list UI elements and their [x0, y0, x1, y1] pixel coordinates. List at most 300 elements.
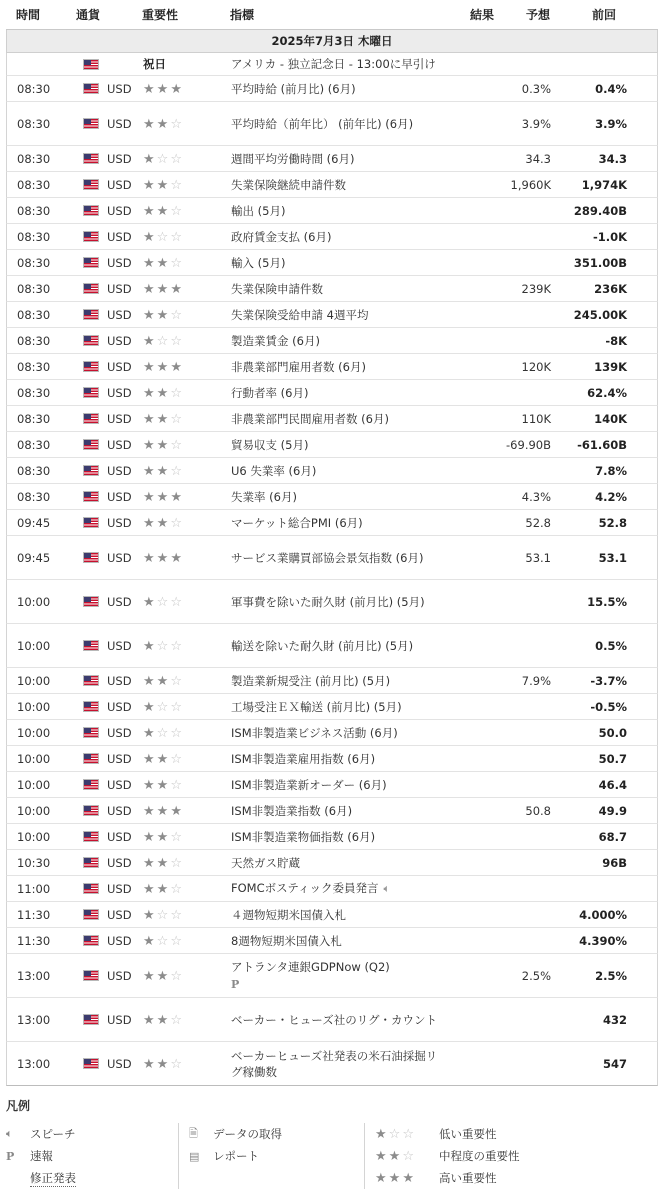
currency-code: USD: [107, 725, 132, 740]
event-currency: [77, 464, 143, 478]
indicator-cell[interactable]: [231, 699, 443, 715]
importance-stars: [143, 490, 231, 504]
holiday-text: アメリカ - 独立記念日 - 13:00に早引け: [231, 57, 436, 71]
star-icon: ★: [156, 777, 169, 793]
currency-code: USD: [107, 777, 132, 792]
table-row[interactable]: [6, 876, 658, 902]
table-row[interactable]: [6, 824, 658, 850]
star-icon: ★: [143, 803, 155, 819]
table-row[interactable]: [6, 328, 658, 354]
legend: [6, 1097, 658, 1189]
previous-value: 3.9%: [595, 116, 627, 131]
indicator-name[interactable]: ISM非製造業物価指数 (6月): [231, 829, 376, 844]
importance-stars: [143, 674, 231, 688]
indicator-cell[interactable]: [231, 116, 443, 132]
importance-stars: [143, 360, 231, 374]
legend-column-3: [364, 1123, 644, 1189]
currency-code: USD: [107, 881, 132, 896]
us-flag-icon: [83, 1014, 99, 1025]
event-time: 08:30: [17, 177, 51, 192]
event-currency: [77, 639, 143, 653]
previous-value: -61.60B: [577, 437, 627, 452]
star-icon: ★: [143, 116, 155, 132]
table-row[interactable]: [6, 668, 658, 694]
event-currency: [77, 412, 143, 426]
importance-stars: [143, 178, 231, 192]
indicator-name[interactable]: 輸出 (5月): [231, 203, 286, 218]
indicator-cell[interactable]: [231, 385, 443, 401]
indicator-name[interactable]: ベーカーヒューズ社発表の米石油採掘リグ稼働数: [231, 1048, 438, 1079]
table-row[interactable]: [6, 624, 658, 668]
star-icon: ☆: [170, 203, 182, 219]
event-currency: [77, 674, 143, 688]
forecast-value: 4.3%: [521, 489, 551, 504]
event-time: 08:30: [17, 411, 51, 426]
us-flag-icon: [83, 205, 99, 216]
importance-stars: [143, 551, 231, 565]
indicator-cell[interactable]: [231, 515, 443, 531]
indicator-name[interactable]: ISM非製造業雇用指数 (6月): [231, 751, 376, 766]
event-time: 09:45: [17, 515, 51, 530]
header-actual: 結果: [469, 8, 494, 22]
report-icon: ▤: [189, 1149, 200, 1163]
event-time: 13:00: [17, 1056, 51, 1071]
star-icon: ☆: [170, 855, 182, 871]
currency-code: USD: [107, 489, 132, 504]
importance-stars: [143, 804, 231, 818]
table-row[interactable]: [6, 224, 658, 250]
indicator-name[interactable]: ４週物短期米国債入札: [231, 907, 346, 922]
indicator-name[interactable]: FOMCボスティック委員発言: [231, 881, 379, 895]
importance-stars: [143, 117, 231, 131]
importance-stars: [143, 934, 231, 948]
table-row[interactable]: [6, 694, 658, 720]
event-time: 10:00: [17, 725, 51, 740]
us-flag-icon: [83, 491, 99, 502]
forecast-value: -69.90B: [506, 437, 551, 452]
event-time: 08:30: [17, 489, 51, 504]
importance-stars: [143, 908, 231, 922]
indicator-cell[interactable]: [231, 829, 443, 845]
date-bar: 2025年7月3日 木曜日: [6, 30, 658, 53]
event-time: 10:00: [17, 699, 51, 714]
indicator-cell[interactable]: [231, 880, 443, 897]
table-row[interactable]: [6, 772, 658, 798]
us-flag-icon: [83, 179, 99, 190]
legend-report: [189, 1145, 364, 1167]
indicator-name[interactable]: ベーカー・ヒューズ社のリグ・カウント: [231, 1012, 437, 1027]
forecast-value: 110K: [521, 411, 551, 426]
star-icon: ★: [143, 550, 155, 566]
currency-code: USD: [107, 933, 132, 948]
table-row[interactable]: [6, 850, 658, 876]
indicator-name[interactable]: 行動者率 (6月): [231, 385, 309, 400]
table-row[interactable]: [6, 458, 658, 484]
table-row[interactable]: [6, 902, 658, 928]
previous-value: 351.00B: [573, 255, 627, 270]
indicator-cell[interactable]: [231, 550, 443, 566]
us-flag-icon: [83, 335, 99, 346]
event-time: 11:30: [17, 907, 51, 922]
indicator-cell[interactable]: [231, 594, 443, 610]
indicator-name[interactable]: 失業保険申請件数: [231, 281, 323, 296]
indicator-name[interactable]: 工場受注ＥＸ輸送 (前月比) (5月): [231, 699, 402, 714]
indicator-cell[interactable]: [231, 359, 443, 375]
table-row[interactable]: [6, 954, 658, 998]
indicator-name[interactable]: 非農業部門雇用者数 (6月): [231, 359, 366, 374]
currency-code: USD: [107, 829, 132, 844]
indicator-name[interactable]: 失業保険継続申請件数: [231, 177, 346, 192]
star-icon: ☆: [156, 594, 169, 610]
indicator-name[interactable]: 天然ガス貯蔵: [231, 855, 300, 870]
speaker-icon: 🔈︎: [6, 1127, 13, 1140]
star-icon: ★: [143, 1012, 155, 1028]
event-time: 08:30: [17, 333, 51, 348]
indicator-cell[interactable]: [231, 933, 443, 949]
indicator-name[interactable]: アトランタ連銀GDPNow (Q2): [231, 959, 390, 974]
holiday-currency: [77, 59, 143, 70]
us-flag-icon: [83, 701, 99, 712]
currency-code: USD: [107, 907, 132, 922]
table-row[interactable]: [6, 720, 658, 746]
table-row[interactable]: [6, 580, 658, 624]
indicator-name[interactable]: 製造業新規受注 (前月比) (5月): [231, 673, 391, 688]
star-icon: ☆: [170, 255, 182, 271]
currency-code: USD: [107, 968, 132, 983]
indicator-name[interactable]: 失業保険受給申請 4週平均: [231, 307, 369, 322]
star-icon: ★: [143, 177, 155, 193]
star-icon: ★: [143, 881, 155, 897]
indicator-name[interactable]: 輸送を除いた耐久財 (前月比) (5月): [231, 638, 414, 653]
event-currency: [77, 882, 143, 896]
us-flag-icon: [83, 465, 99, 476]
indicator-cell[interactable]: [231, 907, 443, 923]
indicator-cell[interactable]: [231, 855, 443, 871]
table-row[interactable]: [6, 146, 658, 172]
previous-value: 34.3: [598, 151, 627, 166]
previous-value: 53.1: [598, 550, 627, 565]
star-icon: ★: [156, 968, 169, 984]
star-icon: ★: [143, 281, 155, 297]
star-icon: ☆: [170, 411, 182, 427]
star-icon: ☆: [170, 699, 182, 715]
indicator-name[interactable]: ISM非製造業指数 (6月): [231, 803, 353, 818]
high-importance-stars: ★ ★ ★: [375, 1170, 414, 1186]
previous-value: 50.7: [598, 751, 627, 766]
event-currency: [77, 595, 143, 609]
star-icon: ★: [156, 411, 169, 427]
currency-code: USD: [107, 151, 132, 166]
currency-code: USD: [107, 116, 132, 131]
speaker-icon: 🔈︎: [383, 882, 391, 895]
table-row[interactable]: [6, 250, 658, 276]
star-icon: ☆: [170, 307, 182, 323]
us-flag-icon: [83, 257, 99, 268]
indicator-name[interactable]: 平均時給（前年比） (前年比) (6月): [231, 116, 414, 131]
forecast-value: 1,960K: [510, 177, 551, 192]
star-icon: ★: [143, 81, 155, 97]
event-rows: [6, 76, 658, 1086]
event-currency: [77, 256, 143, 270]
previous-value: 0.5%: [595, 638, 627, 653]
star-icon: ★: [156, 673, 169, 689]
table-row[interactable]: [6, 746, 658, 772]
indicator-cell[interactable]: [231, 81, 443, 97]
legend-speech: [6, 1123, 178, 1145]
event-time: 08:30: [17, 151, 51, 166]
indicator-name[interactable]: ISM非製造業ビジネス活動 (6月): [231, 725, 398, 740]
currency-code: USD: [107, 673, 132, 688]
table-row[interactable]: [6, 928, 658, 954]
indicator-cell[interactable]: [231, 777, 443, 793]
star-icon: ★: [143, 203, 155, 219]
previous-value: 50.0: [598, 725, 627, 740]
importance-stars: [143, 464, 231, 478]
star-icon: ★: [143, 463, 155, 479]
indicator-cell[interactable]: [231, 437, 443, 453]
star-icon: ☆: [156, 907, 169, 923]
indicator-name[interactable]: 輸入 (5月): [231, 255, 286, 270]
event-currency: [77, 551, 143, 565]
indicator-cell[interactable]: [231, 489, 443, 505]
indicator-cell[interactable]: [231, 307, 443, 323]
currency-code: USD: [107, 463, 132, 478]
previous-value: 49.9: [598, 803, 627, 818]
star-icon: ★: [143, 515, 155, 531]
legend-title: 凡例: [6, 1099, 31, 1113]
star-icon: ☆: [170, 638, 182, 654]
event-currency: [77, 934, 143, 948]
star-icon: ★: [143, 933, 155, 949]
star-icon: ★: [143, 725, 155, 741]
event-time: 11:00: [17, 881, 51, 896]
previous-value: -1.0K: [592, 229, 627, 244]
document-icon: 🗎︎: [189, 1126, 198, 1140]
event-currency: [77, 830, 143, 844]
previous-value: 7.8%: [595, 463, 627, 478]
currency-code: USD: [107, 307, 132, 322]
forecast-value: 52.8: [525, 515, 551, 530]
indicator-name[interactable]: 非農業部門民間雇用者数 (6月): [231, 411, 389, 426]
legend-report-label: レポート: [213, 1149, 259, 1163]
star-icon: ★: [156, 829, 169, 845]
indicator-name[interactable]: サービス業購買部協会景気指数 (6月): [231, 550, 424, 565]
previous-value: 4.2%: [595, 489, 627, 504]
header-importance: 重要性: [142, 8, 179, 22]
previous-value: 139K: [594, 359, 627, 374]
event-time: 10:30: [17, 855, 51, 870]
event-currency: [77, 1057, 143, 1071]
event-time: 08:30: [17, 229, 51, 244]
event-currency: [77, 204, 143, 218]
indicator-name[interactable]: ISM非製造業新オーダー (6月): [231, 777, 387, 792]
table-row[interactable]: [6, 276, 658, 302]
event-time: 13:00: [17, 968, 51, 983]
table-row[interactable]: [6, 76, 658, 102]
us-flag-icon: [83, 361, 99, 372]
star-icon: ☆: [170, 751, 182, 767]
indicator-cell[interactable]: [231, 1048, 443, 1080]
event-time: 10:00: [17, 594, 51, 609]
table-header: [6, 0, 658, 30]
star-icon: ☆: [170, 229, 182, 245]
table-row[interactable]: [6, 484, 658, 510]
economic-calendar: [6, 0, 658, 1086]
importance-stars: [143, 595, 231, 609]
star-icon: ★: [156, 359, 169, 375]
us-flag-icon: [83, 552, 99, 563]
table-row[interactable]: [6, 1042, 658, 1086]
star-icon: ☆: [170, 673, 182, 689]
event-currency: [77, 804, 143, 818]
indicator-name[interactable]: 貿易収支 (5月): [231, 437, 309, 452]
event-time: 08:30: [17, 203, 51, 218]
indicator-name[interactable]: 週間平均労働時間 (6月): [231, 151, 355, 166]
us-flag-icon: [83, 387, 99, 398]
star-icon: ★: [143, 638, 155, 654]
indicator-cell[interactable]: [231, 803, 443, 819]
star-icon: ★: [156, 116, 169, 132]
indicator-cell[interactable]: [231, 1012, 443, 1028]
indicator-name[interactable]: 8週物短期米国債入札: [231, 933, 342, 948]
indicator-name[interactable]: 製造業賃金 (6月): [231, 333, 320, 348]
event-currency: [77, 282, 143, 296]
previous-value: 46.4: [598, 777, 627, 792]
previous-value: -0.5%: [590, 699, 627, 714]
header-indicator: 指標: [230, 7, 255, 22]
legend-column-2: [178, 1123, 364, 1189]
forecast-value: 3.9%: [521, 116, 551, 131]
us-flag-icon: [83, 413, 99, 424]
event-time: 08:30: [17, 281, 51, 296]
star-icon: ★: [156, 1012, 169, 1028]
indicator-cell[interactable]: [231, 151, 443, 167]
table-row[interactable]: [6, 406, 658, 432]
star-icon: ★: [156, 550, 169, 566]
table-row[interactable]: [6, 302, 658, 328]
importance-stars: [143, 969, 231, 983]
star-icon: ☆: [170, 881, 182, 897]
legend-grid: [6, 1123, 658, 1189]
star-icon: ★: [143, 855, 155, 871]
star-icon: ★: [143, 151, 155, 167]
us-flag-icon: [83, 640, 99, 651]
header-time: 時間: [16, 8, 41, 22]
table-row[interactable]: [6, 198, 658, 224]
previous-value: 4.000%: [579, 907, 627, 922]
indicator-name[interactable]: 平均時給 (前月比) (6月): [231, 81, 356, 96]
importance-stars: [143, 726, 231, 740]
star-icon: ★: [143, 255, 155, 271]
star-icon: ★: [143, 229, 155, 245]
table-row[interactable]: [6, 432, 658, 458]
legend-prelim: [6, 1145, 178, 1167]
event-time: 11:30: [17, 933, 51, 948]
star-icon: ★: [170, 281, 182, 297]
previous-value: -3.7%: [590, 673, 627, 688]
table-row[interactable]: [6, 380, 658, 406]
currency-code: USD: [107, 594, 132, 609]
indicator-cell[interactable]: [231, 177, 443, 193]
indicator-cell[interactable]: [231, 411, 443, 427]
indicator-name[interactable]: 失業率 (6月): [231, 489, 297, 504]
indicator-cell[interactable]: [231, 333, 443, 349]
event-time: 08:30: [17, 116, 51, 131]
indicator-name[interactable]: U6 失業率 (6月): [231, 463, 317, 478]
currency-code: USD: [107, 359, 132, 374]
us-flag-icon: [83, 231, 99, 242]
indicator-cell[interactable]: [231, 673, 443, 689]
indicator-cell[interactable]: [231, 203, 443, 219]
previous-value: 52.8: [598, 515, 627, 530]
indicator-cell[interactable]: [231, 959, 443, 993]
star-icon: ★: [143, 489, 155, 505]
indicator-cell[interactable]: [231, 229, 443, 245]
event-currency: [77, 726, 143, 740]
currency-code: USD: [107, 255, 132, 270]
previous-value: -8K: [605, 333, 627, 348]
importance-stars: [143, 516, 231, 530]
star-icon: ★: [156, 203, 169, 219]
currency-code: USD: [107, 1012, 132, 1027]
table-row[interactable]: [6, 998, 658, 1042]
table-row[interactable]: [6, 172, 658, 198]
star-icon: ☆: [170, 116, 182, 132]
event-currency: [77, 438, 143, 452]
forecast-value: 53.1: [525, 550, 551, 565]
table-row[interactable]: [6, 798, 658, 824]
indicator-cell[interactable]: [231, 463, 443, 479]
table-row[interactable]: [6, 510, 658, 536]
currency-code: USD: [107, 1056, 132, 1071]
legend-prelim-label: 速報: [30, 1149, 53, 1163]
indicator-cell[interactable]: [231, 281, 443, 297]
table-row[interactable]: [6, 354, 658, 380]
importance-stars: [143, 256, 231, 270]
forecast-value: 120K: [521, 359, 551, 374]
indicator-cell[interactable]: [231, 255, 443, 271]
us-flag-icon: [83, 805, 99, 816]
star-icon: ★: [156, 307, 169, 323]
indicator-name[interactable]: 政府賃金支払 (6月): [231, 229, 332, 244]
indicator-name[interactable]: マーケット総合PMI (6月): [231, 515, 363, 530]
indicator-cell[interactable]: [231, 725, 443, 741]
us-flag-icon: [83, 831, 99, 842]
table-row[interactable]: [6, 536, 658, 580]
legend-revised-label: 修正発表: [30, 1170, 76, 1185]
table-row[interactable]: [6, 102, 658, 146]
previous-value: 432: [602, 1012, 627, 1027]
us-flag-icon: [83, 883, 99, 894]
event-currency: [77, 152, 143, 166]
event-currency: [77, 308, 143, 322]
star-icon: ☆: [170, 515, 182, 531]
us-flag-icon: [83, 935, 99, 946]
indicator-name[interactable]: 軍事費を除いた耐久財 (前月比) (5月): [231, 594, 425, 609]
legend-column-1: [6, 1123, 178, 1189]
star-icon: ★: [143, 829, 155, 845]
star-icon: ★: [156, 881, 169, 897]
indicator-cell[interactable]: [231, 638, 443, 654]
importance-stars: [143, 1057, 231, 1071]
star-icon: ★: [143, 777, 155, 793]
star-icon: ☆: [170, 968, 182, 984]
indicator-cell[interactable]: [231, 751, 443, 767]
event-time: 10:00: [17, 777, 51, 792]
us-flag-icon: [83, 857, 99, 868]
star-icon: ★: [143, 333, 155, 349]
currency-code: USD: [107, 550, 132, 565]
